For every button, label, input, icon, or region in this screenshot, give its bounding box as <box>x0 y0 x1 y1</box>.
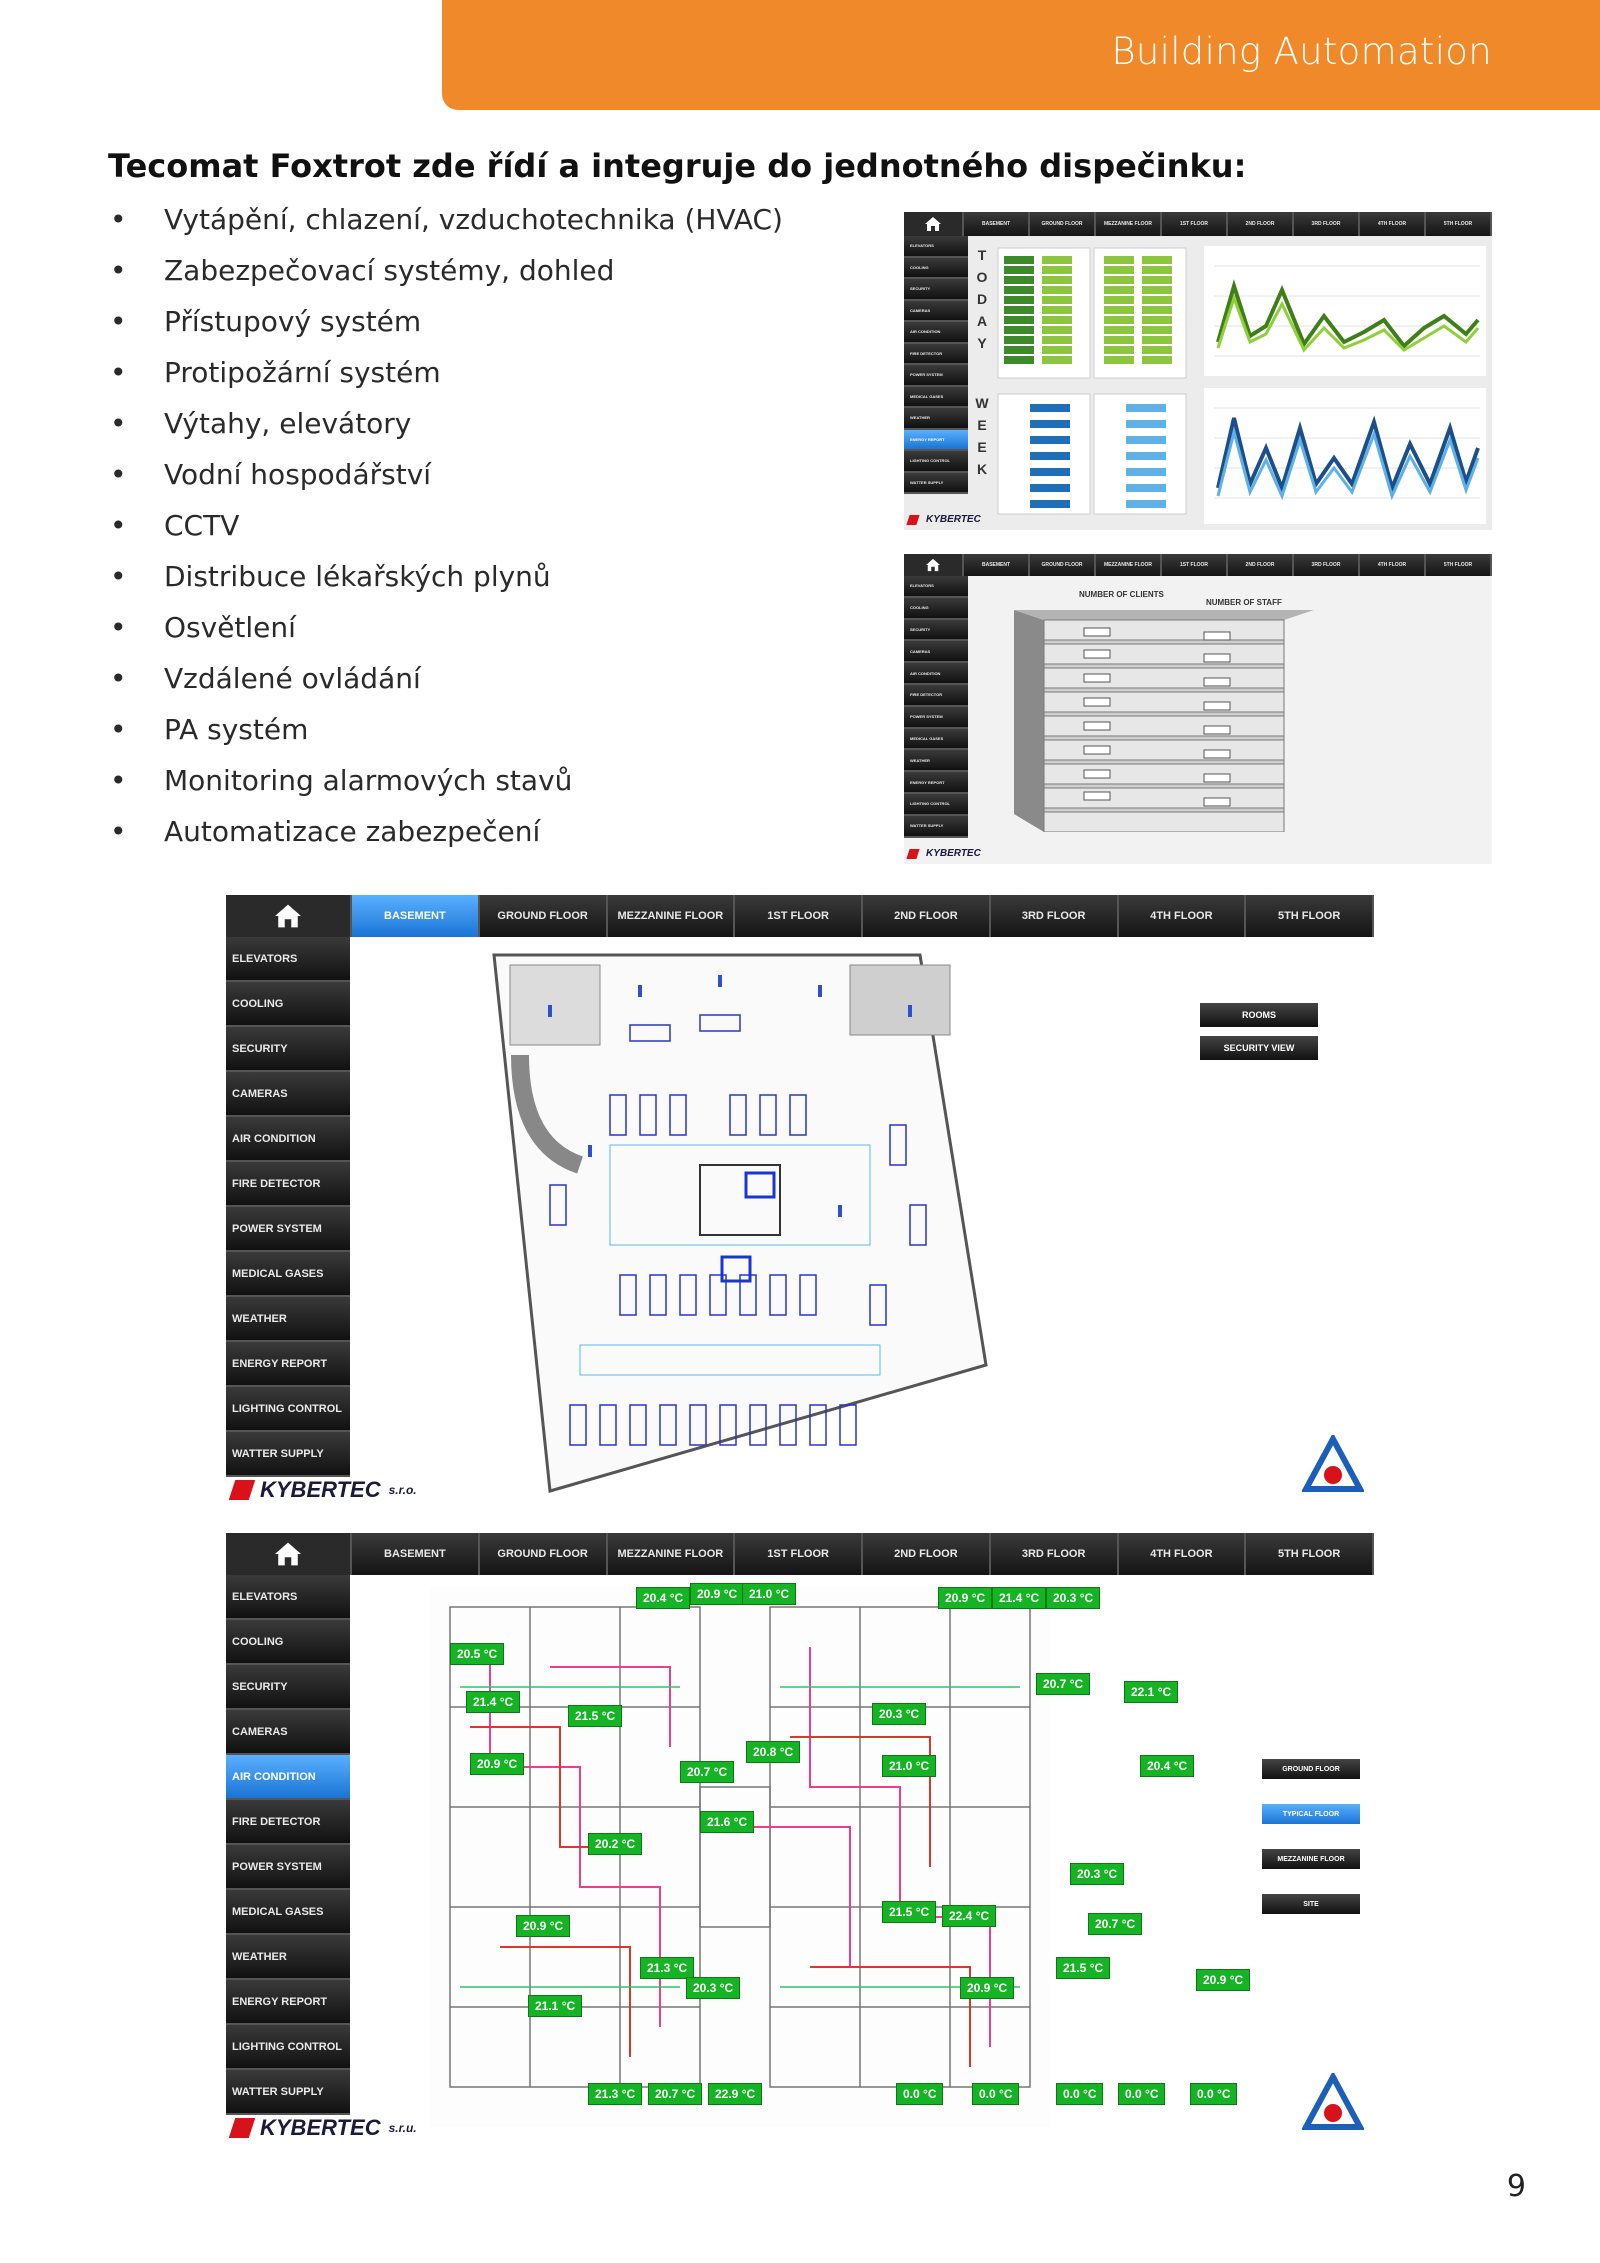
tab-mezzanine-floor[interactable]: MEZZANINE FLOOR <box>1096 212 1162 236</box>
screenshot-clients-staff <box>904 554 1492 864</box>
temp-readout[interactable]: 20.9 °C <box>516 1915 570 1937</box>
temp-readout[interactable]: 0.0 °C <box>1190 2083 1237 2105</box>
temp-readout[interactable]: 20.9 °C <box>1196 1969 1250 1991</box>
page-number: 9 <box>1506 2169 1526 2204</box>
menu-medical-gases[interactable]: MEDICAL GASES <box>904 729 968 751</box>
tab-3rd-floor[interactable]: 3RD FLOOR <box>1294 554 1360 576</box>
tab-1st-floor[interactable]: 1ST FLOOR <box>1162 212 1228 236</box>
screenshot-air-condition-plan <box>226 1533 1374 2145</box>
today-chart <box>1204 246 1486 376</box>
temp-readout[interactable]: 20.5 °C <box>450 1643 504 1665</box>
tab-3rd-floor[interactable]: 3RD FLOOR <box>1294 212 1360 236</box>
menu-cooling[interactable]: COOLING <box>904 258 968 280</box>
temp-readout[interactable]: 20.7 °C <box>1036 1673 1090 1695</box>
menu-watter-supply[interactable]: WATTER SUPPLY <box>226 2070 350 2115</box>
temp-readout[interactable]: 0.0 °C <box>1056 2083 1103 2105</box>
menu-elevators[interactable]: ELEVATORS <box>904 236 968 258</box>
security-view-button[interactable]: SECURITY VIEW <box>1200 1036 1318 1060</box>
tab-basement[interactable]: BASEMENT <box>352 895 480 937</box>
menu-weather[interactable]: WEATHER <box>226 1297 350 1342</box>
tab-1st-floor[interactable]: 1ST FLOOR <box>735 1533 863 1575</box>
week-label: W E E K <box>975 395 989 477</box>
ground-floor-button[interactable]: GROUND FLOOR <box>1262 1759 1360 1779</box>
home-icon[interactable] <box>904 212 964 236</box>
side-menu <box>226 937 350 1477</box>
tab-basement[interactable]: BASEMENT <box>964 212 1030 236</box>
menu-cooling[interactable]: COOLING <box>904 598 968 620</box>
temp-readout[interactable]: 20.7 °C <box>1088 1913 1142 1935</box>
home-icon[interactable] <box>226 895 352 937</box>
list-item: • Distribuce lékařských plynů <box>108 557 783 608</box>
tab-1st-floor[interactable]: 1ST FLOOR <box>735 895 863 937</box>
energy-tables <box>994 244 1194 530</box>
home-icon[interactable] <box>904 554 964 576</box>
temp-readout[interactable]: 21.0 °C <box>742 1583 796 1605</box>
bullet: • <box>110 305 127 338</box>
menu-energy-report[interactable]: ENERGY REPORT <box>904 772 968 794</box>
menu-elevators[interactable]: ELEVATORS <box>226 1575 350 1620</box>
tab-2nd-floor[interactable]: 2ND FLOOR <box>1228 212 1294 236</box>
tab-3rd-floor[interactable]: 3RD FLOOR <box>991 895 1119 937</box>
partner-logo-icon <box>1302 2073 1364 2135</box>
temp-readout[interactable]: 0.0 °C <box>1118 2083 1165 2105</box>
list-item: • Vodní hospodářství <box>108 455 783 506</box>
menu-elevators[interactable]: ELEVATORS <box>226 937 350 982</box>
temp-readout[interactable]: 20.9 °C <box>938 1587 992 1609</box>
kybertec-logo: KYBERTEC s.r.u. <box>232 2115 417 2141</box>
menu-power-system[interactable]: POWER SYSTEM <box>226 1207 350 1252</box>
bullet: • <box>110 356 127 389</box>
tab-2nd-floor[interactable]: 2ND FLOOR <box>1228 554 1294 576</box>
menu-medical-gases[interactable]: MEDICAL GASES <box>226 1890 350 1935</box>
tab-5th-floor[interactable]: 5TH FLOOR <box>1246 895 1374 937</box>
menu-medical-gases[interactable]: MEDICAL GASES <box>904 387 968 409</box>
section-header-tab <box>442 0 1600 110</box>
site-button[interactable]: SITE <box>1262 1894 1360 1914</box>
tab-ground-floor[interactable]: GROUND FLOOR <box>480 1533 608 1575</box>
menu-fire-detector[interactable]: FIRE DETECTOR <box>226 1800 350 1845</box>
menu-cameras[interactable]: CAMERAS <box>226 1710 350 1755</box>
temp-readout[interactable]: 20.9 °C <box>690 1583 744 1605</box>
list-item: • CCTV <box>108 506 783 557</box>
tab-3rd-floor[interactable]: 3RD FLOOR <box>991 1533 1119 1575</box>
temp-readout[interactable]: 20.7 °C <box>648 2083 702 2105</box>
tab-5th-floor[interactable]: 5TH FLOOR <box>1426 554 1492 576</box>
tab-4th-floor[interactable]: 4TH FLOOR <box>1360 554 1426 576</box>
menu-power-system[interactable]: POWER SYSTEM <box>904 365 968 387</box>
temp-readout[interactable]: 21.3 °C <box>640 1957 694 1979</box>
kybertec-logo: KYBERTEC <box>908 848 981 859</box>
menu-power-system[interactable]: POWER SYSTEM <box>226 1845 350 1890</box>
menu-lighting-control[interactable]: LIGHTING CONTROL <box>226 2025 350 2070</box>
menu-air-condition[interactable]: AIR CONDITION <box>904 663 968 685</box>
tab-2nd-floor[interactable]: 2ND FLOOR <box>863 1533 991 1575</box>
menu-cameras[interactable]: CAMERAS <box>226 1072 350 1117</box>
menu-security[interactable]: SECURITY <box>226 1027 350 1072</box>
menu-cooling[interactable]: COOLING <box>226 1620 350 1665</box>
bullet: • <box>110 254 127 287</box>
tab-5th-floor[interactable]: 5TH FLOOR <box>1246 1533 1374 1575</box>
screenshot-energy-report <box>904 212 1492 530</box>
side-menu <box>904 236 968 494</box>
typical-floor-button[interactable]: TYPICAL FLOOR <box>1262 1804 1360 1824</box>
menu-energy-report[interactable]: ENERGY REPORT <box>226 1342 350 1387</box>
menu-cooling[interactable]: COOLING <box>226 982 350 1027</box>
menu-elevators[interactable]: ELEVATORS <box>904 576 968 598</box>
screenshot-basement-plan <box>226 895 1374 1507</box>
bullet: • <box>110 509 127 542</box>
floor-tabs <box>226 1533 1374 1575</box>
tab-ground-floor[interactable]: GROUND FLOOR <box>1030 554 1096 576</box>
menu-energy-report[interactable]: ENERGY REPORT <box>904 430 968 452</box>
menu-air-condition[interactable]: AIR CONDITION <box>226 1117 350 1162</box>
tab-4th-floor[interactable]: 4TH FLOOR <box>1360 212 1426 236</box>
tab-mezzanine-floor[interactable]: MEZZANINE FLOOR <box>1096 554 1162 576</box>
temp-readout[interactable]: 20.8 °C <box>746 1741 800 1763</box>
list-item: • Vzdálené ovládání <box>108 659 783 710</box>
temp-readout[interactable]: 21.3 °C <box>588 2083 642 2105</box>
temp-readout[interactable]: 21.0 °C <box>882 1755 936 1777</box>
temp-readout[interactable]: 21.1 °C <box>528 1995 582 2017</box>
side-menu <box>904 576 968 838</box>
temp-readout[interactable]: 21.5 °C <box>882 1901 936 1923</box>
tab-basement[interactable]: BASEMENT <box>964 554 1030 576</box>
menu-security[interactable]: SECURITY <box>904 279 968 301</box>
tab-ground-floor[interactable]: GROUND FLOOR <box>480 895 608 937</box>
bullet: • <box>110 203 127 236</box>
bullet: • <box>110 713 127 746</box>
temp-readout[interactable]: 20.2 °C <box>588 1833 642 1855</box>
menu-cameras[interactable]: CAMERAS <box>904 641 968 663</box>
temp-readout[interactable]: 20.9 °C <box>960 1977 1014 1999</box>
list-item: • PA systém <box>108 710 783 761</box>
menu-watter-supply[interactable]: WATTER SUPPLY <box>904 473 968 495</box>
kybertec-logo: KYBERTEC <box>908 514 981 525</box>
bullet: • <box>110 764 127 797</box>
temp-readout[interactable]: 21.4 °C <box>992 1587 1046 1609</box>
menu-cameras[interactable]: CAMERAS <box>904 301 968 323</box>
temp-readout[interactable]: 20.7 °C <box>680 1761 734 1783</box>
tab-basement[interactable]: BASEMENT <box>352 1533 480 1575</box>
menu-fire-detector[interactable]: FIRE DETECTOR <box>904 685 968 707</box>
side-menu <box>226 1575 350 2115</box>
partner-logo-icon <box>1302 1435 1364 1497</box>
menu-weather[interactable]: WEATHER <box>904 750 968 772</box>
air-condition-floor-plan <box>430 1587 1050 2127</box>
menu-weather[interactable]: WEATHER <box>226 1935 350 1980</box>
menu-energy-report[interactable]: ENERGY REPORT <box>226 1980 350 2025</box>
menu-air-condition[interactable]: AIR CONDITION <box>226 1755 350 1800</box>
menu-watter-supply[interactable]: WATTER SUPPLY <box>904 816 968 838</box>
floor-tabs <box>904 554 1492 576</box>
basement-floor-plan <box>490 945 990 1495</box>
temp-readout[interactable]: 22.9 °C <box>708 2083 762 2105</box>
bullet: • <box>110 560 127 593</box>
building-section-diagram <box>1014 602 1344 832</box>
menu-watter-supply[interactable]: WATTER SUPPLY <box>226 1432 350 1477</box>
tab-2nd-floor[interactable]: 2ND FLOOR <box>863 895 991 937</box>
temp-readout[interactable]: 20.4 °C <box>1140 1755 1194 1777</box>
bullet: • <box>110 662 127 695</box>
kybertec-logo: KYBERTEC s.r.o. <box>232 1477 417 1503</box>
temp-readout[interactable]: 21.6 °C <box>700 1811 754 1833</box>
temp-readout[interactable]: 20.3 °C <box>872 1703 926 1725</box>
page-heading: Tecomat Foxtrot zde řídí a integruje do jednotného dispečinku: <box>108 147 1247 185</box>
today-label: T O D A Y <box>976 247 988 351</box>
tab-mezzanine-floor[interactable]: MEZZANINE FLOOR <box>608 895 736 937</box>
menu-security[interactable]: SECURITY <box>226 1665 350 1710</box>
menu-security[interactable]: SECURITY <box>904 620 968 642</box>
tab-5th-floor[interactable]: 5TH FLOOR <box>1426 212 1492 236</box>
menu-fire-detector[interactable]: FIRE DETECTOR <box>226 1162 350 1207</box>
menu-medical-gases[interactable]: MEDICAL GASES <box>226 1252 350 1297</box>
temp-readout[interactable]: 20.4 °C <box>636 1587 690 1609</box>
menu-weather[interactable]: WEATHER <box>904 408 968 430</box>
menu-lighting-control[interactable]: LIGHTING CONTROL <box>904 794 968 816</box>
temp-readout[interactable]: 20.9 °C <box>470 1753 524 1775</box>
menu-lighting-control[interactable]: LIGHTING CONTROL <box>904 451 968 473</box>
list-item: • Automatizace zabezpečení <box>108 812 783 863</box>
list-item: • Osvětlení <box>108 608 783 659</box>
list-item: • Protipožární systém <box>108 353 783 404</box>
staff-title: NUMBER OF STAFF <box>1206 598 1282 607</box>
bullet: • <box>110 458 127 491</box>
tab-ground-floor[interactable]: GROUND FLOOR <box>1030 212 1096 236</box>
temp-readout[interactable]: 20.3 °C <box>1046 1587 1100 1609</box>
list-item: • Vytápění, chlazení, vzduchotechnika (HVAC) <box>108 200 783 251</box>
floor-tabs <box>904 212 1492 236</box>
temp-readout[interactable]: 21.4 °C <box>466 1691 520 1713</box>
bullet: • <box>110 407 127 440</box>
rooms-button[interactable]: ROOMS <box>1200 1003 1318 1027</box>
tab-4th-floor[interactable]: 4TH FLOOR <box>1119 895 1247 937</box>
feature-list <box>108 200 783 863</box>
clients-title: NUMBER OF CLIENTS <box>1079 590 1164 599</box>
menu-power-system[interactable]: POWER SYSTEM <box>904 707 968 729</box>
list-item: • Výtahy, elevátory <box>108 404 783 455</box>
tab-1st-floor[interactable]: 1ST FLOOR <box>1162 554 1228 576</box>
temp-readout[interactable]: 22.4 °C <box>942 1905 996 1927</box>
menu-fire-detector[interactable]: FIRE DETECTOR <box>904 344 968 366</box>
temp-readout[interactable]: 21.5 °C <box>568 1705 622 1727</box>
temp-readout[interactable]: 0.0 °C <box>972 2083 1019 2105</box>
home-icon[interactable] <box>226 1533 352 1575</box>
bullet: • <box>110 611 127 644</box>
temp-readout[interactable]: 0.0 °C <box>896 2083 943 2105</box>
menu-air-condition[interactable]: AIR CONDITION <box>904 322 968 344</box>
temp-readout[interactable]: 22.1 °C <box>1124 1681 1178 1703</box>
list-item: • Přístupový systém <box>108 302 783 353</box>
temp-readout[interactable]: 20.3 °C <box>686 1977 740 1999</box>
tab-4th-floor[interactable]: 4TH FLOOR <box>1119 1533 1247 1575</box>
bullet: • <box>110 815 127 848</box>
tab-mezzanine-floor[interactable]: MEZZANINE FLOOR <box>608 1533 736 1575</box>
week-chart <box>1204 388 1486 524</box>
list-item: • Zabezpečovací systémy, dohled <box>108 251 783 302</box>
menu-lighting-control[interactable]: LIGHTING CONTROL <box>226 1387 350 1432</box>
mezzanine-floor-button[interactable]: MEZZANINE FLOOR <box>1262 1849 1360 1869</box>
temp-readout[interactable]: 20.3 °C <box>1070 1863 1124 1885</box>
temp-readout[interactable]: 21.5 °C <box>1056 1957 1110 1979</box>
floor-tabs <box>226 895 1374 937</box>
list-item: • Monitoring alarmových stavů <box>108 761 783 812</box>
section-title: Building Automation <box>1111 30 1492 73</box>
